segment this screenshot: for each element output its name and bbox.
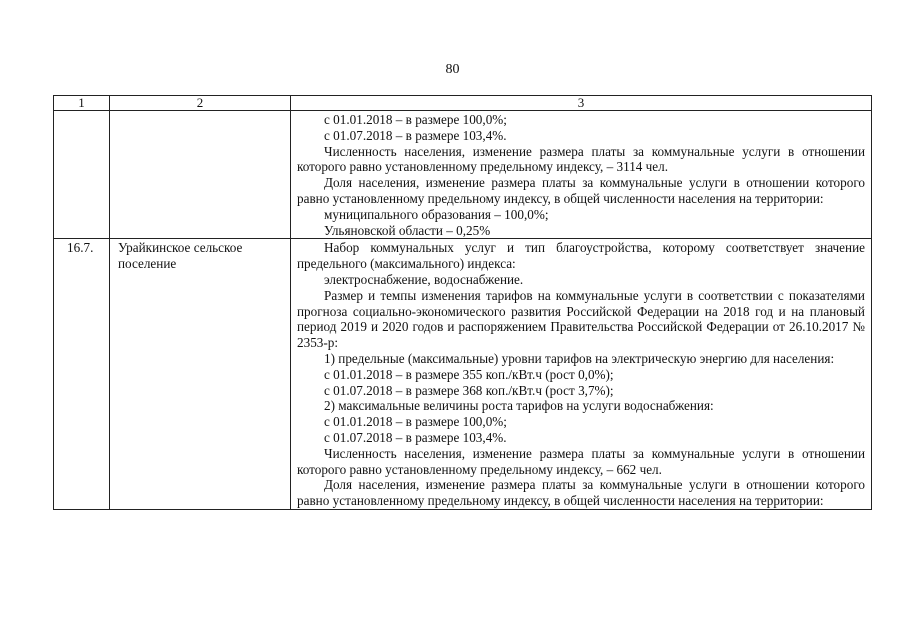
text-line: с 01.01.2018 – в размере 100,0%; — [324, 112, 507, 127]
table-header-row — [54, 96, 872, 111]
text-line: Ульяновской области – 0,25% — [324, 222, 491, 238]
text-line: с 01.07.2018 – в размере 103,4%. — [324, 429, 507, 445]
row-number: 16.7. — [67, 240, 94, 256]
row-number-cell — [54, 239, 110, 510]
text-line: муниципального образования – 100,0%; — [324, 206, 549, 222]
row-name-cell — [110, 239, 291, 510]
text-line: с 01.07.2018 – в размере 103,4%. — [324, 127, 507, 143]
header-col-3: 3 — [291, 96, 872, 111]
text-line: электроснабжение, водоснабжение. — [324, 271, 524, 287]
page-number: 80 — [445, 62, 460, 77]
text-paragraph: Набор коммунальных услуг и тип благоустройства, которому соответствует значение предельного (максимального) индекса: — [297, 240, 865, 272]
text-paragraph: 1) предельные (максимальные) уровни тарифов на электрическую энергию для населения: — [324, 350, 835, 366]
text-line: с 01.01.2018 – в размере 355 коп./кВт.ч (рост 0,0%); — [324, 366, 614, 382]
row-content-cell — [291, 111, 872, 239]
data-table — [53, 95, 872, 510]
text-paragraph: Доля населения, изменение размера платы за коммунальные услуги в отношении которого равно установленному предельному индексу, в общей численности населения на территории: — [297, 175, 865, 206]
table-row-16-7 — [54, 239, 872, 510]
text-paragraph: Численность населения, изменение размера платы за коммунальные услуги в отношении которого равно установленному предельному индексу, – 3114 чел. — [297, 143, 865, 175]
row-content-cell — [291, 239, 872, 510]
header-col-2: 2 — [110, 96, 291, 111]
row-number-cell — [54, 111, 110, 239]
header-col-1: 1 — [54, 96, 110, 111]
text-paragraph: Численность населения, изменение размера платы за коммунальные услуги в отношении которого равно установленному предельному индексу, – 662 чел. — [297, 445, 865, 477]
table-row-continued — [54, 111, 872, 239]
text-paragraph: Доля населения, изменение размера платы за коммунальные услуги в отношении которого равно установленному предельному индексу, в общей численности населения на территории: — [297, 477, 865, 509]
text-line: 2) максимальные величины роста тарифов на услуги водоснабжения: — [324, 398, 714, 414]
text-line: с 01.07.2018 – в размере 368 коп./кВт.ч (рост 3,7%); — [324, 382, 614, 398]
row-name-cell — [110, 111, 291, 239]
text-line: с 01.01.2018 – в размере 100,0%; — [324, 414, 507, 430]
text-paragraph: Размер и темпы изменения тарифов на коммунальные услуги в соответствии с показателями прогноза социально-экономического развития Российской Федерации на 2018 год и на плановый период 2019 и 2020 годов и распоряжением Правительства Российской Федерации от 26.10.2017 № 2353-р: — [297, 287, 865, 351]
settlement-name: Урайкинское сельское поселение — [118, 240, 243, 272]
